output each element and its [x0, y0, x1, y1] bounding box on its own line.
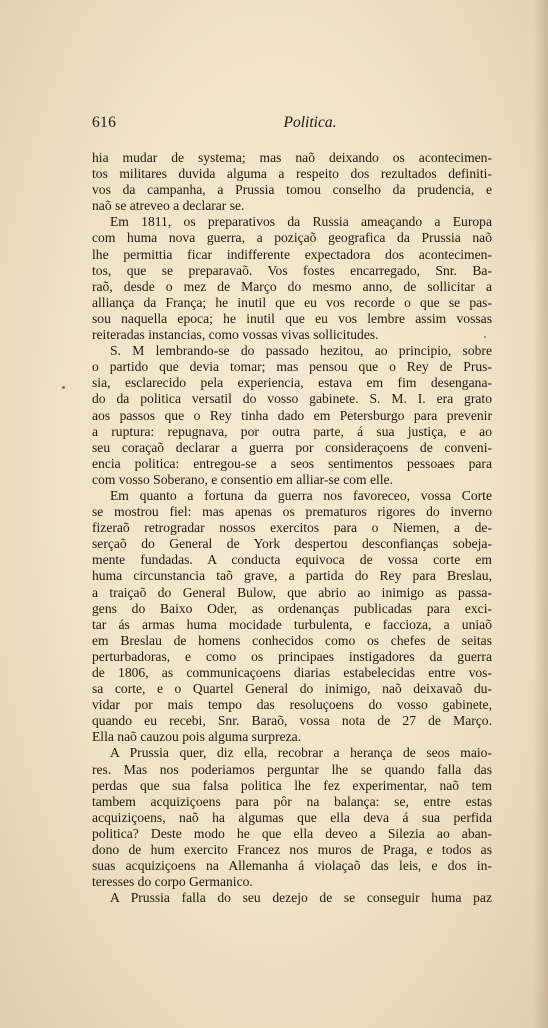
text-line: res. Mas nos poderiamos perguntar lhe se quando falla das [92, 761, 492, 777]
text-line: tos, que se preparavaõ. Vos fostes encarregado, Snr. Ba- [92, 262, 492, 278]
text-line: a ruptura: repugnava, por outra parte, á sua justiça, e ao [92, 423, 492, 439]
text-line: sou naquella epoca; he inutil que eu vos lembre assim vossas [92, 310, 492, 326]
page-number: 616 [92, 114, 117, 131]
text-line: suas acquiziçoens na Allemanha á violaçaõ das leis, e dos in- [92, 858, 492, 874]
text-line: teresses do corpo Germanico. [92, 874, 253, 890]
text-line: sa corte, e o Quartel General do inimigo, naõ deixavaõ du- [92, 681, 492, 697]
text-line: a traiçaõ do General Bulow, que abrio ao inimigo as passa- [92, 584, 492, 600]
text-line: de 1806, as communicaçoens diarias estabelecidas entre vos- [92, 665, 492, 680]
paragraph-first-line: A Prussia falla do seu dezejo de se conseguir huma paz [110, 890, 492, 906]
text-line: lhe permittia ficar indifferente expectadora dos acontecimen- [92, 246, 492, 262]
page-header [92, 114, 492, 134]
text-line: sia, esclarecido pela experiencia, estava em fim desengana- [92, 375, 492, 391]
text-line: dono de hum exercito Francez nos muros de Praga, e todos as [92, 842, 492, 858]
text-line: vidar por mais tempo das resoluçoens do vosso gabinete, [92, 697, 492, 713]
text-line: hia mudar de systema; mas naõ deixando os acontecimen- [92, 150, 492, 165]
text-line: seu coraçaõ declarar a guerra por consideraçoens de conveni- [92, 439, 492, 455]
text-line: acquiziçoens, naõ ha algumas que ella deva á sua perfida [92, 809, 492, 825]
text-line: em Breslau de homens conhecidos como os chefes de seitas [92, 632, 492, 648]
text-line: huma circunstancia taõ grave, a partida do Rey para Breslau, [92, 568, 492, 584]
paragraph-first-line: S. M lembrando-se do passado hezitou, ao principio, sobre [110, 343, 492, 359]
text-line: gens do Baixo Oder, as ordenanças publicadas para exci- [92, 600, 492, 616]
text-line: encia politica: entregou-se a seos sentimentos pessoaes para [92, 455, 492, 471]
text-line: alliança da França; he inutil que eu vos recorde o que se pas- [92, 294, 492, 310]
text-line: mente fundadas. A conducta equivoca de vossa corte em [92, 552, 492, 568]
text-line: tambem acquiziçoens para pôr na balança: se, entre estas [92, 793, 492, 809]
paragraph-first-line: Em 1811, os preparativos da Russia ameaçando a Europa [110, 214, 492, 230]
text-line: com huma nova guerra, a poziçaõ geografica da Prussia naõ [92, 230, 492, 246]
text-line: tar ás armas huma mocidade turbulenta, e faccioza, a uniaõ [92, 616, 492, 632]
text-line: o partido que devia tomar; mas pensou que o Rey de Prus- [92, 359, 492, 375]
text-line: raõ, desde o mez de Março do mesmo anno, de sollicitar a [92, 278, 492, 294]
text-line: perdas que sua falsa politica lhe fez experimentar, naõ tem [92, 777, 492, 793]
paragraph-first-line: Em quanto a fortuna da guerra nos favoreceo, vossa Corte [110, 487, 492, 503]
text-line: perturbadoras, e como os principaes instigadores da guerra [92, 648, 492, 664]
text-line: se mostrou fiel: mas apenas os prematuros rigores do inverno [92, 504, 492, 520]
text-line: naõ se atreveo a declarar se. [92, 198, 245, 214]
paragraph-first-line: A Prussia quer, diz ella, recobrar a herança de seos maio- [110, 745, 492, 761]
text-line: com vosso Soberano, e consentio em alliar-se com elle. [92, 471, 393, 487]
text-line: quando eu recebi, Snr. Baraõ, vossa nota de 27 de Março. [92, 713, 492, 729]
ink-speck [62, 386, 65, 389]
text-line: politica? Deste modo he que ella deveo a Silezia ao aban- [92, 825, 492, 841]
text-line: serçaõ do General de York despertou desconfianças sobeja- [92, 536, 492, 552]
text-line: tos militares duvida alguma a respeito dos rezultados definiti- [92, 166, 492, 182]
body-text [92, 150, 492, 906]
text-line: aos passos que o Rey tinha dado em Petersburgo para prevenir [92, 407, 492, 423]
text-line: fizeraõ retrogradar nossos exercitos para o Niemen, a de- [92, 520, 492, 536]
running-title: Politica. [283, 114, 337, 131]
text-line: do da politica versatil do vosso gabinete. S. M. I. era grato [92, 391, 492, 407]
page-edge-shadow [534, 0, 548, 1028]
ink-speck [484, 336, 486, 338]
text-line: vos da campanha, a Prussia tomou conselho da prudencia, e [92, 182, 492, 198]
text-line: reiteradas instancias, como vossas vivas sollicitudes. [92, 327, 379, 343]
text-line: Ella naõ cauzou pois alguma surpreza. [92, 729, 302, 745]
